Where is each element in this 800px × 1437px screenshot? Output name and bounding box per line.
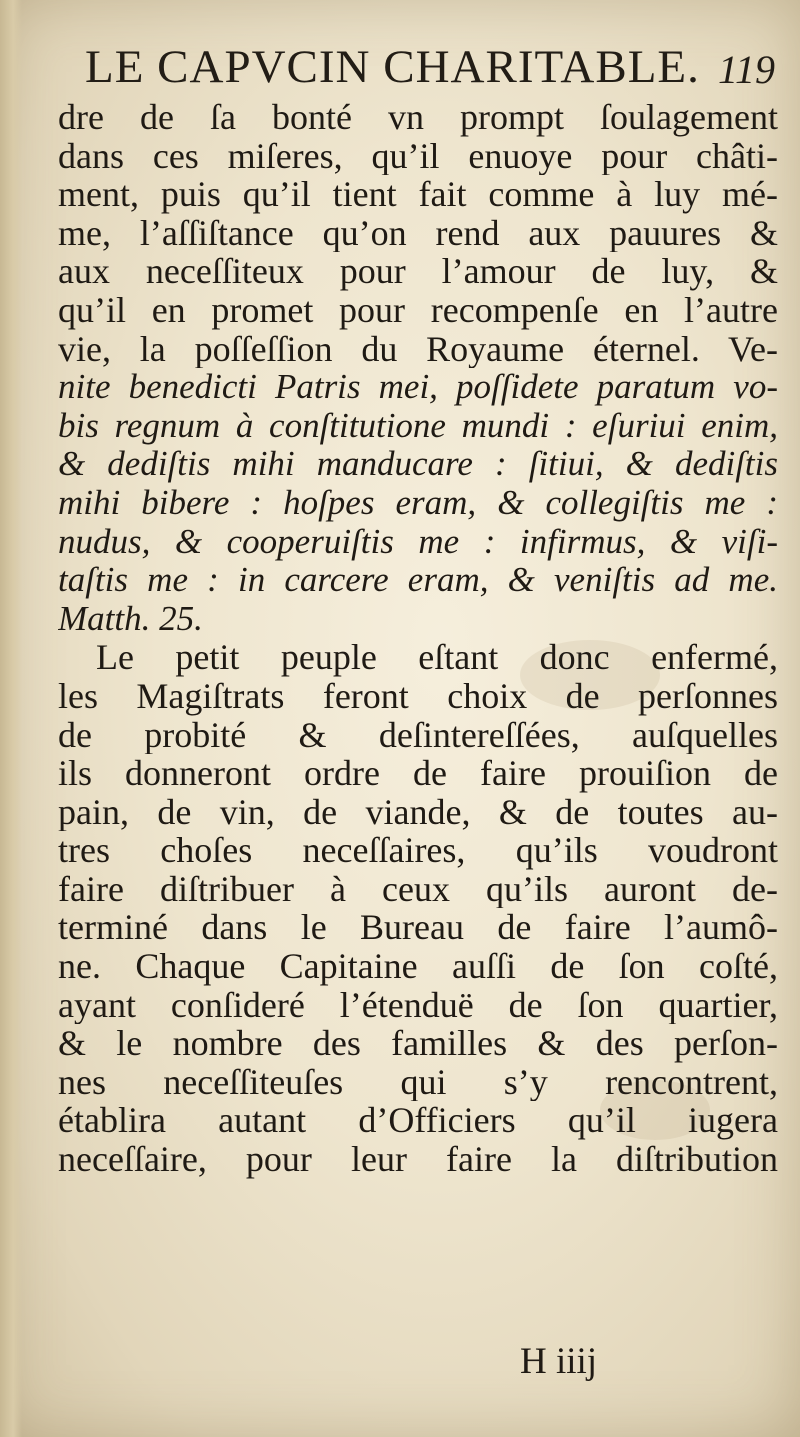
text-line: qu’il en promet pour recompenſe en l’autre bbox=[58, 290, 778, 330]
text-line: & le nombre des familles & des perſon- bbox=[58, 1024, 778, 1063]
running-title: LE CAPVCIN CHARITABLE. bbox=[85, 41, 700, 93]
text-line: faire diſtribuer à ceux qu’ils auront de- bbox=[58, 869, 778, 909]
signature-mark: H iiij bbox=[520, 1341, 598, 1382]
latin-quote-line: taſtis me : in carcere eram, & veniſtis ad me. bbox=[58, 561, 778, 600]
text-line: tres choſes neceſſaires, qu’ils voudront bbox=[58, 831, 778, 870]
citation-line: Matth. 25. bbox=[58, 599, 203, 638]
text-line: ne. Chaque Capitaine auſſi de ſon coſté, bbox=[58, 947, 778, 986]
paragraph-start-line: Le petit peuple eſtant donc enfermé, bbox=[96, 638, 778, 677]
text-line: les Magiſtrats feront choix de perſonnes bbox=[58, 676, 778, 716]
text-line: pain, de vin, de viande, & de toutes au- bbox=[58, 792, 778, 832]
text-line: ayant conſideré l’étenduë de ſon quartier, bbox=[58, 985, 778, 1025]
page-header bbox=[85, 40, 775, 100]
text-line: me, l’aſſiſtance qu’on rend aux pauures & bbox=[58, 213, 778, 253]
text-line: dans ces miſeres, qu’il enuoye pour châti- bbox=[58, 136, 778, 176]
text-line: ils donneront ordre de faire prouiſion de bbox=[58, 754, 778, 793]
text-line: établira autant d’Officiers qu’il iugera bbox=[58, 1101, 778, 1141]
text-line: de probité & deſintereſſées, auſquelles bbox=[58, 715, 778, 755]
latin-quote-line: bis regnum à conſtitutione mundi : eſuriui enim, bbox=[58, 406, 778, 445]
text-line: aux neceſſiteux pour l’amour de luy, & bbox=[58, 252, 778, 291]
body-text bbox=[58, 98, 778, 1179]
text-line: neceſſaire, pour leur faire la diſtribution bbox=[58, 1140, 778, 1179]
latin-quote-line: nudus, & cooperuiſtis me : infirmus, & viſi- bbox=[58, 522, 778, 561]
latin-quote-line: nite benedicti Patris mei, poſſidete paratum vo- bbox=[58, 368, 778, 407]
text-line: dre de ſa bonté vn prompt ſoulagement bbox=[58, 98, 778, 137]
page-gutter bbox=[0, 0, 22, 1437]
text-line: nes neceſſiteuſes qui s’y rencontrent, bbox=[58, 1062, 778, 1102]
text-line: terminé dans le Bureau de faire l’aumô- bbox=[58, 908, 778, 948]
text-line: vie, la poſſeſſion du Royaume éternel. Ve- bbox=[58, 329, 778, 369]
latin-quote-line: mihi bibere : hoſpes eram, & collegiſtis me : bbox=[58, 483, 778, 522]
text-line: ment, puis qu’il tient fait comme à luy mé- bbox=[58, 175, 778, 214]
latin-quote-line: & dediſtis mihi manducare : ſitiui, & dediſtis bbox=[58, 445, 778, 484]
page-number: 119 bbox=[717, 47, 775, 92]
